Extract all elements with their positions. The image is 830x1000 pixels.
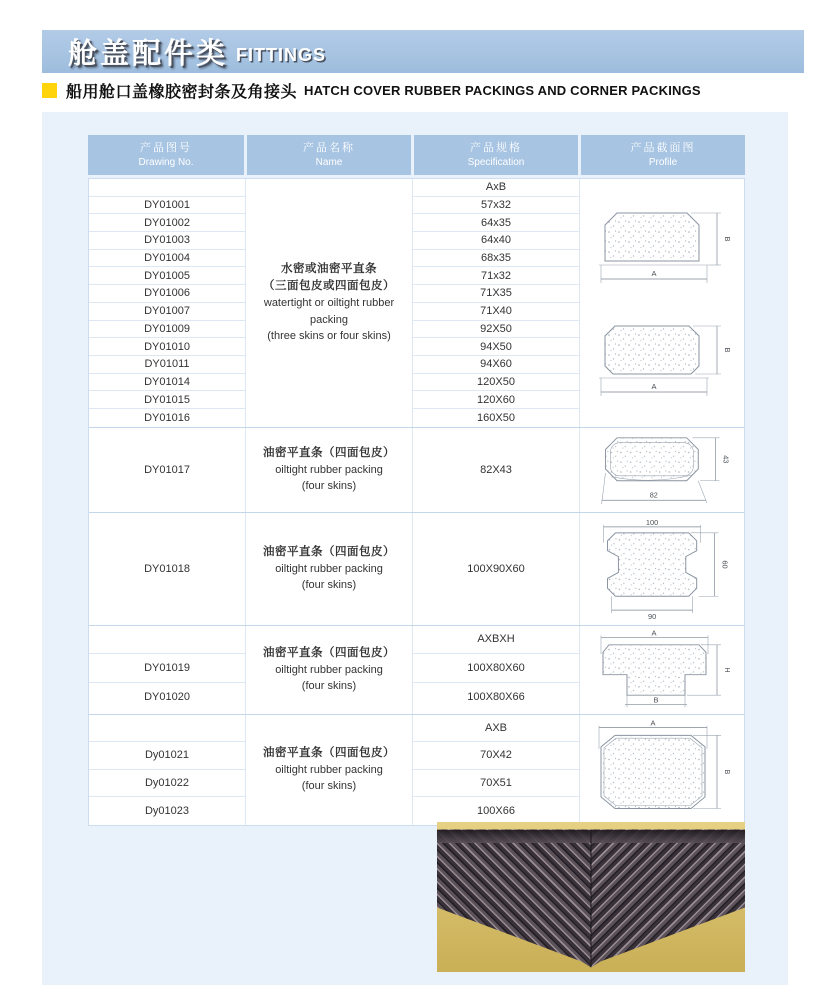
- spec-cell: 64x40: [413, 232, 579, 250]
- drawing-no-column: [89, 513, 246, 625]
- name-line: (four skins): [301, 780, 357, 793]
- name-column: [246, 513, 413, 625]
- spec-column: [413, 428, 580, 512]
- header-cell-profile: [581, 135, 745, 175]
- drawing-no-cell: DY01003: [89, 232, 245, 250]
- drawing-no-cell: Dy01021: [89, 742, 245, 770]
- spec-cell: 94X50: [413, 338, 579, 356]
- section-subtitle: [42, 79, 701, 101]
- spec-cell: 64x35: [413, 214, 579, 232]
- name-line: (four skins): [301, 579, 357, 592]
- header-zh: 产品规格: [470, 141, 522, 154]
- product-table: [88, 135, 745, 826]
- table-body: [88, 178, 745, 826]
- header-zh: 产品截面图: [630, 141, 696, 154]
- drawing-no-cell: DY01004: [89, 250, 245, 268]
- drawing-no-cell: DY01015: [89, 391, 245, 409]
- name-line: oiltight rubber packing: [275, 663, 383, 676]
- spec-column: [413, 626, 580, 714]
- name-column: [246, 626, 413, 714]
- spec-cell: 82X43: [480, 463, 512, 476]
- header-cell-drawing-no: [88, 135, 247, 175]
- spec-cell: 70X51: [413, 770, 579, 798]
- profile-drawing-chamfered-rectangle: [587, 312, 737, 407]
- spec-cell: 70X42: [413, 742, 579, 770]
- chevron-rubber-mat: [437, 822, 745, 972]
- drawing-no-cell: DY01001: [89, 197, 245, 215]
- drawing-no-cell: DY01016: [144, 411, 190, 424]
- drawing-no-column: [89, 179, 246, 427]
- page-banner: [42, 30, 804, 73]
- name-line: 水密或油密平直条: [281, 262, 377, 275]
- spec-column: [413, 513, 580, 625]
- spec-cell: 71X35: [413, 285, 579, 303]
- drawing-no-cell: DY01020: [144, 691, 190, 704]
- spec-cell: 100X66: [477, 804, 515, 817]
- drawing-no-cell: DY01018: [144, 562, 190, 575]
- banner-title-en: FITTINGS: [236, 45, 327, 65]
- spec-cell: 71x32: [413, 267, 579, 285]
- spec-cell: 160X50: [477, 411, 515, 424]
- drawing-no-cell: DY01009: [89, 321, 245, 339]
- drawing-no-cell: [89, 715, 245, 743]
- spec-column: [413, 179, 580, 427]
- name-line: (three skins or four skins): [267, 330, 391, 343]
- spec-cell: AXBXH: [413, 626, 579, 655]
- spec-column: [413, 715, 580, 825]
- dim-label: A: [651, 381, 657, 391]
- drawing-no-cell: Dy01022: [89, 770, 245, 798]
- yellow-square-bullet-icon: [42, 83, 57, 98]
- spec-cell: 68x35: [413, 250, 579, 268]
- name-line: 油密平直条（四面包皮）: [263, 646, 395, 659]
- spec-cell: AXB: [413, 715, 579, 743]
- chevron-stripes-left: [437, 822, 591, 972]
- drawing-no-column: [89, 626, 246, 714]
- drawing-no-cell: [89, 179, 245, 197]
- dim-label: B: [723, 347, 732, 353]
- drawing-no-cell: DY01002: [89, 214, 245, 232]
- dim-label: B: [722, 769, 733, 774]
- dim-label: 90: [647, 611, 657, 621]
- name-line: (four skins): [301, 480, 357, 493]
- spec-cell: 100X90X60: [467, 562, 525, 575]
- header-en: Specification: [467, 156, 525, 168]
- spec-cell: 92X50: [413, 321, 579, 339]
- table-section-4: [89, 625, 744, 714]
- profile-column: [580, 626, 744, 714]
- spec-cell: 100X80X60: [413, 654, 579, 683]
- drawing-no-column: [89, 428, 246, 512]
- dim-label: 100: [645, 517, 659, 527]
- dim-label: B: [653, 695, 659, 705]
- header-cell-specification: [414, 135, 581, 175]
- drawing-no-cell: DY01011: [89, 356, 245, 374]
- dim-label: A: [650, 718, 656, 728]
- table-header-row: [88, 135, 745, 175]
- profile-column: [580, 428, 744, 512]
- spec-cell: 120X60: [413, 391, 579, 409]
- banner-title-zh: 舱盖配件类: [68, 38, 229, 70]
- spec-cell: 57x32: [413, 197, 579, 215]
- subtitle-zh: 船用舱口盖橡胶密封条及角接头: [66, 83, 298, 101]
- profile-drawing-dogbone: [587, 517, 737, 621]
- name-line: watertight or oiltight rubber: [263, 297, 395, 310]
- table-section-3: [89, 512, 744, 625]
- spec-cell: 100X80X66: [467, 691, 525, 704]
- profile-column: [580, 715, 744, 825]
- name-column: [246, 428, 413, 512]
- spec-cell: 71X40: [413, 303, 579, 321]
- dim-label: H: [722, 667, 733, 673]
- table-section-1: [89, 179, 744, 427]
- spec-cell: 94X60: [413, 356, 579, 374]
- profile-drawing-octagonal: [587, 718, 737, 822]
- header-cell-name: [247, 135, 414, 175]
- name-line: oiltight rubber packing: [275, 763, 383, 776]
- name-line: 油密平直条（四面包皮）: [263, 746, 395, 759]
- name-line: （三面包皮或四面包皮）: [263, 280, 395, 293]
- spec-cell: AxB: [413, 179, 579, 197]
- dim-label: B: [723, 236, 732, 242]
- drawing-no-cell: DY01006: [89, 285, 245, 303]
- name-line: oiltight rubber packing: [275, 463, 383, 476]
- table-section-2: [89, 427, 744, 512]
- drawing-no-cell: [89, 626, 245, 655]
- profile-column: [580, 513, 744, 625]
- dim-label: A: [651, 268, 657, 278]
- dim-label: A: [651, 628, 657, 638]
- dim-label: 43: [720, 454, 730, 463]
- drawing-no-cell: DY01014: [89, 374, 245, 392]
- header-zh: 产品图号: [140, 141, 192, 154]
- name-line: packing: [310, 313, 348, 326]
- header-zh: 产品名称: [303, 141, 355, 154]
- name-line: oiltight rubber packing: [275, 562, 383, 575]
- rubber-packing-photo: [437, 822, 745, 972]
- profile-drawing-hat: [587, 628, 737, 712]
- name-line: 油密平直条（四面包皮）: [263, 545, 395, 558]
- drawing-no-cell: DY01005: [89, 267, 245, 285]
- profile-drawing-octagonal: [590, 430, 735, 510]
- drawing-no-cell: DY01007: [89, 303, 245, 321]
- header-en: Drawing No.: [138, 156, 194, 168]
- name-column: [246, 715, 413, 825]
- header-en: Profile: [648, 156, 678, 168]
- drawing-no-cell: DY01019: [89, 654, 245, 683]
- dim-label: 60: [720, 560, 730, 569]
- profile-column: [580, 179, 744, 427]
- drawing-no-column: [89, 715, 246, 825]
- content-panel: [42, 112, 788, 985]
- drawing-no-cell: DY01017: [144, 463, 190, 476]
- drawing-no-cell: DY01010: [89, 338, 245, 356]
- spec-cell: 120X50: [413, 374, 579, 392]
- drawing-no-cell: Dy01023: [144, 804, 190, 817]
- subtitle-en: HATCH COVER RUBBER PACKINGS AND CORNER PACKINGS: [304, 82, 701, 98]
- name-line: (four skins): [301, 680, 357, 693]
- profile-drawing-chamfered-rectangle: [587, 199, 737, 294]
- name-column: [246, 179, 413, 427]
- header-en: Name: [315, 156, 343, 168]
- chevron-stripes-right: [591, 822, 745, 972]
- dim-label: 82: [649, 489, 658, 499]
- mat-center-seam: [590, 830, 592, 968]
- name-line: 油密平直条（四面包皮）: [263, 446, 395, 459]
- table-section-5: [89, 714, 744, 825]
